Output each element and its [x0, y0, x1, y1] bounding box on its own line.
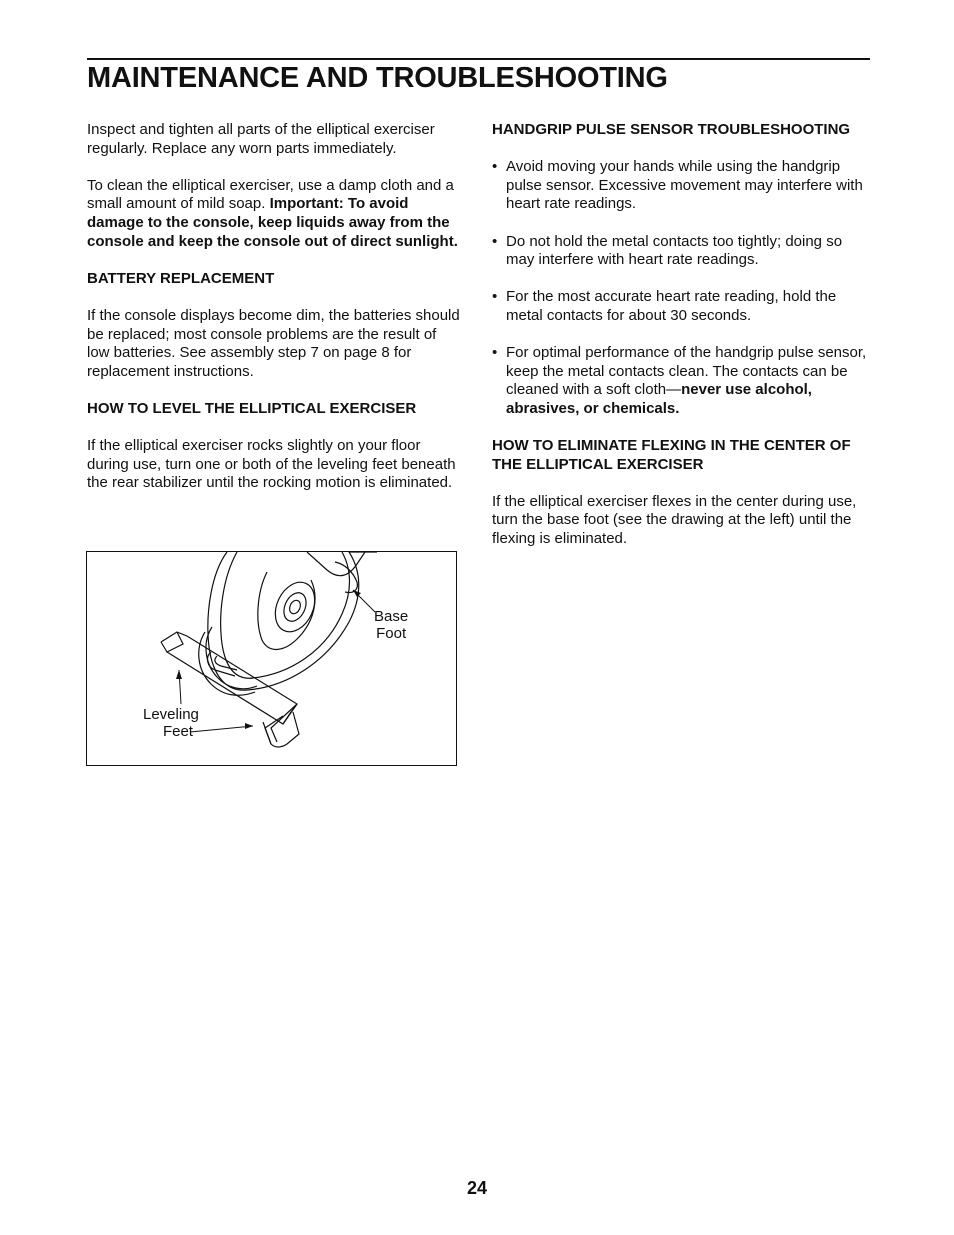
- tip-warning: never use alcohol, abrasives, or chemicals.: [506, 381, 812, 417]
- intro-paragraph: Inspect and tighten all parts of the elliptical exerciser regularly. Replace any worn parts immediately.: [87, 121, 435, 157]
- flex-heading: HOW TO ELIMINATE FLEXING IN THE CENTER OF THE ELLIPTICAL EXERCISER: [492, 437, 851, 473]
- pulse-tips-list: [492, 158, 870, 418]
- base-foot-label-line2: Foot: [376, 625, 407, 642]
- leveling-feet-label-line2: Feet: [162, 723, 193, 740]
- leveling-feet-label: [143, 706, 199, 740]
- list-item: [492, 233, 870, 270]
- elliptical-base-figure: [86, 551, 457, 766]
- bullet-icon: •: [492, 232, 498, 250]
- battery-heading: BATTERY REPLACEMENT: [87, 269, 275, 287]
- right-column: [492, 121, 870, 567]
- flex-paragraph: If the elliptical exerciser flexes in the center during use, turn the base foot (see the drawing at the left) until the flexing is eliminated.: [492, 492, 857, 548]
- cleaning-paragraph: [87, 177, 462, 251]
- cleaning-warning: Important: To avoid damage to the console, keep liquids away from the console and keep the console out of direct sunlight.: [87, 195, 458, 250]
- list-item: [492, 158, 870, 214]
- list-item: [492, 344, 870, 418]
- bullet-icon: •: [492, 288, 498, 306]
- tip-text: For optimal performance of the handgrip pulse sensor, keep the metal contacts clean. The contacts can be cleaned with a soft cloth—: [506, 344, 867, 399]
- page-title: MAINTENANCE AND TROUBLESHOOTING: [87, 62, 668, 94]
- base-foot-label-line1: Base: [374, 608, 409, 625]
- base-foot-label: [374, 608, 408, 642]
- bullet-icon: •: [492, 344, 498, 362]
- level-heading: HOW TO LEVEL THE ELLIPTICAL EXERCISER: [87, 399, 417, 417]
- pulse-heading: HANDGRIP PULSE SENSOR TROUBLESHOOTING: [492, 121, 851, 138]
- bullet-icon: •: [492, 158, 498, 176]
- left-column: [87, 121, 462, 511]
- leveling-feet-label-line1: Leveling: [143, 706, 199, 723]
- tip-text: Avoid moving your hands while using the handgrip pulse sensor. Excessive movement may interfere with heart rate readings.: [506, 158, 863, 213]
- tip-text: For the most accurate heart rate reading, hold the metal contacts for about 30 seconds.: [506, 288, 837, 324]
- cleaning-text: To clean the elliptical exerciser, use a damp cloth and a small amount of mild soap.: [87, 176, 454, 213]
- title-rule: [87, 58, 870, 60]
- page-number: 24: [466, 1178, 488, 1198]
- list-item: [492, 288, 870, 325]
- battery-paragraph: If the console displays become dim, the batteries should be replaced; most console problems are the result of low batteries. See assembly step 7 on page 8 for replacement instructions.: [87, 306, 460, 380]
- tip-text: Do not hold the metal contacts too tightly; doing so may interfere with heart rate readings.: [506, 232, 843, 269]
- level-paragraph: If the elliptical exerciser rocks slightly on your floor during use, turn one or both of the leveling feet beneath the rear stabilizer until the rocking motion is eliminated.: [87, 437, 456, 492]
